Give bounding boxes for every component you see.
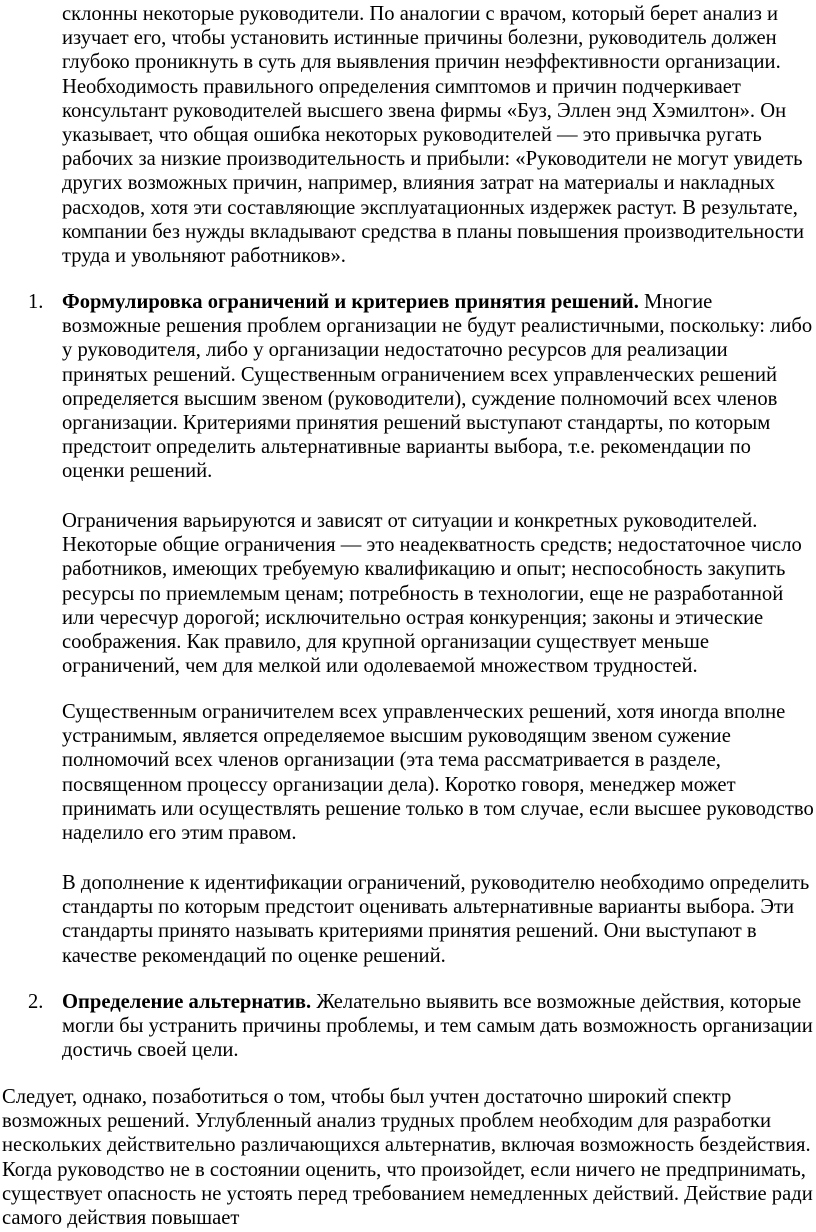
list-item-heading: Определение альтернатив. [62,991,312,1013]
criteria-paragraph: В дополнение к идентификации ограничений, руководителю необходимо определить стандарты по которым предстоит оценивать альтернативные варианты выбора. Эти стандарты принято называть критериями принятия решений. Они выступают в качестве рекомендаций по оценке решений. [62,872,810,967]
constraints-paragraph: Ограничения варьируются и зависят от ситуации и конкретных руководителей. Некоторые общие ограничения — это неадекватность средств; недостаточное число работников, имеющих требуемую квалификацию и опыт; неспособность закупить ресурсы по приемлемым ценам; потребность в технологии, еще не разработанной или чересчур дорогой; исключительно острая конкуренция; законы и этические соображения. Как правило, для крупной организации существует меньше ограничений, чем для мелкой или одолеваемой множеством трудностей. [62,510,802,678]
list-number-1: 1. [28,291,44,313]
list-item-constraints [62,290,816,484]
list-item-text: Многие возможные решения проблем организации не будут реалистичными, поскольку: либо у руководителя, либо у организации недостаточно ресурсов для реализации принятых решений. Существенным ограничением всех управленческих решений определяется высшим звеном (руководители), суждение полномочий всех членов организации. Критериями принятия решений выступают стандарты, по которым предстоит определить альтернативные варианты выбора, т.е. рекомендации по оценки решений. [62,291,813,483]
closing-paragraph: Следует, однако, позаботиться о том, чтобы был учтен достаточно широкий спектр возможных решений. Углубленный анализ трудных проблем необходим для разработки нескольких действительно различающихся альтернатив, включая возможность бездействия. Когда руководство не в состоянии оценить, что произойдет, если ничего не предпринимать, существует опасность не устоять перед требованием немедленных действий. Действие ради самого действия повышает [2,1086,813,1230]
authority-paragraph: Существенным ограничителем всех управленческих решений, хотя иногда вполне устранимым, является определяемое высшим руководящим звеном сужение полномочий всех членов организации (эта тема рассматривается в разделе, посвященном процессу организации дела). Коротко говоря, менеджер может принимать или осуществлять решение только в том случае, если высшее руководство наделило его этим правом. [62,701,814,845]
list-item-heading: Формулировка ограничений и критериев принятия решений. [62,291,639,313]
list-item-alternatives [62,990,816,1063]
list-number-2: 2. [28,991,44,1013]
intro-paragraph: склонны некоторые руководители. По аналогии с врачом, который берет анализ и изучает его, чтобы установить истинные причины болезни, руководитель должен глубоко проникнуть в суть для выявления причин неэффективности организации. Необходимость правильного определения симптомов и причин подчеркивает консультант руководителей высшего звена фирмы «Буз, Эллен энд Хэмилтон». Он указывает, что общая ошибка некоторых руководителей — это привычка ругать рабочих за низкие производительность и прибыли: «Руководители не могут увидеть других возможных причин, например, влияния затрат на материалы и накладных расходов, хотя эти составляющие эксплуатационных издержек растут. В результате, компании без нужды вкладывают средства в планы повышения производительности труда и увольняют работников». [62,3,805,268]
list-item-text: Желательно выявить все возможные действия, которые могли бы устранить причины проблемы, и тем самым дать возможность организации достичь своей цели. [62,991,813,1062]
